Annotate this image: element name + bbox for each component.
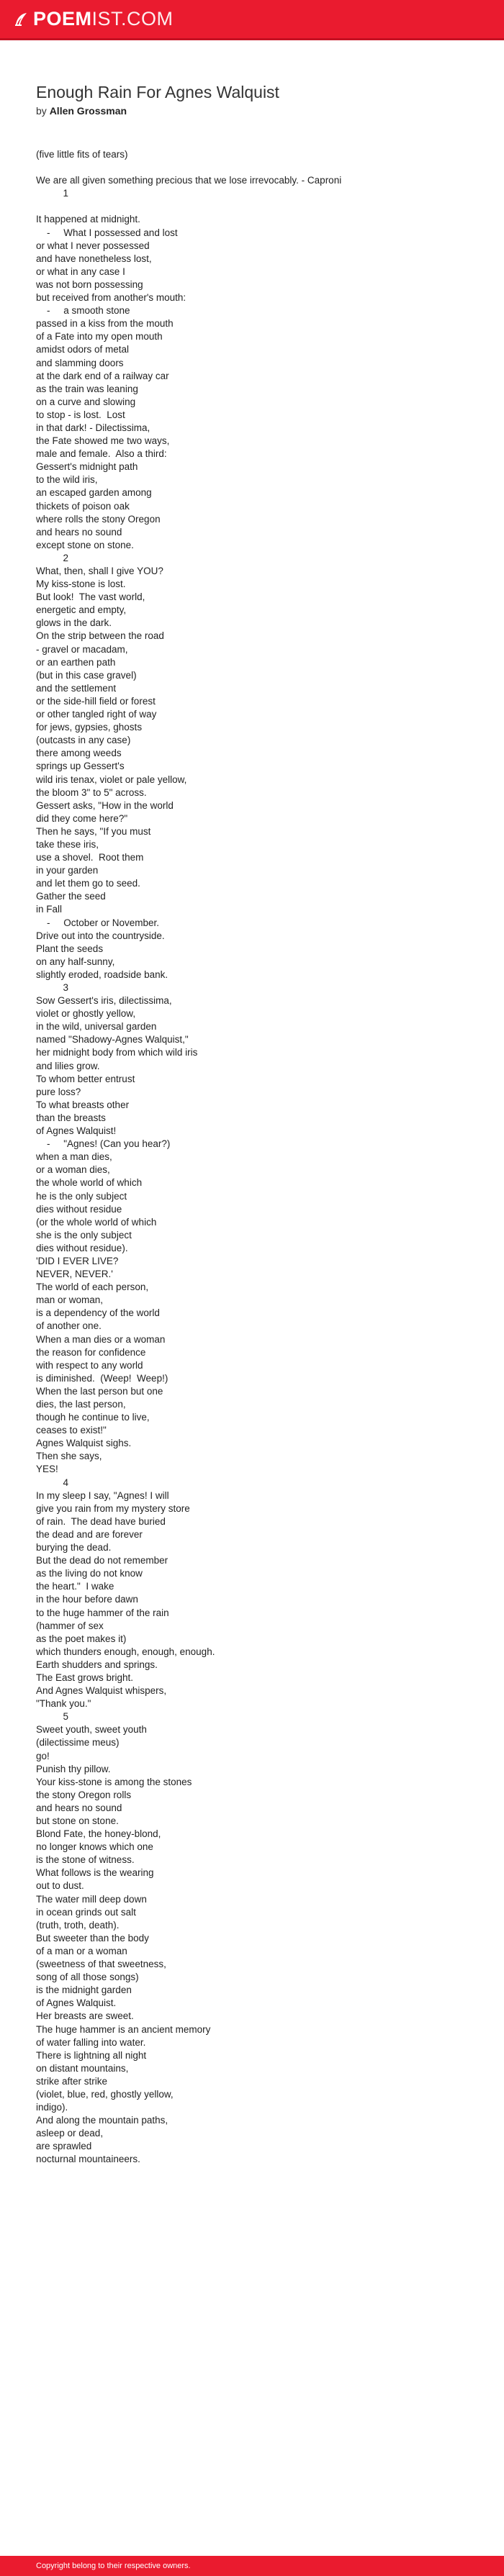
byline-prefix: by [36,105,47,117]
poem-line: 4 [36,1477,69,1488]
poem-line: But look! The vast world, [36,591,145,603]
poem-line [36,161,468,174]
poem-line: On the strip between the road [36,630,164,642]
poem-line: We are all given something precious that we lose irrevocably. - Caproni [36,175,342,186]
poem-line: Then she says, [36,1451,102,1462]
logo-bold-part: POEM [33,8,92,30]
poem-line: out to dust. [36,1880,84,1892]
poem-line: than the breasts [36,1112,106,1123]
poem-line: except stone on stone. [36,539,134,550]
poem-line: is the midnight garden [36,1985,132,1996]
poem-line: the whole world of which [36,1177,143,1189]
poem-line: dies without residue [36,1203,122,1215]
poem-line: the bloom 3" to 5" across. [36,786,147,798]
poem-line: But sweeter than the body [36,1932,149,1944]
poem-line: Gessert asks, "How in the world [36,799,174,811]
poem-line: and hears no sound [36,1802,122,1813]
poem-line: And along the mountain paths, [36,2115,168,2126]
poem-line: 5 [36,1711,69,1723]
poem-line: Gessert's midnight path [36,461,138,473]
poem-line: But the dead do not remember [36,1555,168,1566]
poem-line: burying the dead. [36,1542,112,1554]
poem-line: strike after strike [36,2075,108,2087]
poem-line: though he continue to live, [36,1412,150,1423]
poem-line: What follows is the wearing [36,1867,154,1879]
poem-line: is diminished. (Weep! Weep!) [36,1372,168,1384]
poem-line: song of all those songs) [36,1972,139,1983]
poem-line: The huge hammer is an ancient memory [36,2023,211,2035]
site-header [0,0,504,40]
poem-line: but stone on stone. [36,1815,119,1826]
poem-line: To whom better entrust [36,1073,135,1084]
poem-line: go! [36,1750,50,1761]
poem-line: or what I never possessed [36,240,150,251]
poem-line: To what breasts other [36,1099,130,1110]
poem-line: - "Agnes! (Can you hear?) [36,1138,171,1150]
logo-light-part: IST.COM [91,8,174,30]
poem-line: is the stone of witness. [36,1854,135,1866]
poem-line: (hammer of sex [36,1620,104,1631]
poem-line: in Fall [36,904,63,915]
poem-line: dies without residue). [36,1242,128,1253]
poem-title: Enough Rain For Agnes Walquist [36,83,279,101]
poem-line: on a curve and slowing [36,396,136,407]
poem-line: - a smooth stone [36,305,130,317]
poem-line: Sweet youth, sweet youth [36,1724,147,1736]
poem-line: (five little fits of tears) [36,149,128,160]
poem-line: Gather the seed [36,891,106,902]
poem-line: for jews, gypsies, ghosts [36,722,143,733]
poem-line: indigo). [36,2102,68,2113]
poem-line: she is the only subject [36,1229,132,1241]
poem-line: in that dark! - Dilectissima, [36,422,150,433]
poem-line: NEVER, NEVER.' [36,1269,113,1280]
poem-line: amidst odors of metal [36,344,130,355]
poem-line: or other tangled right of way [36,709,157,720]
poem-line: (but in this case gravel) [36,669,137,681]
poem-line: or an earthen path [36,656,116,668]
poem-line: or a woman dies, [36,1164,110,1176]
poem-line: of another one. [36,1320,102,1332]
poem-line: and let them go to seed. [36,878,140,889]
poem-line: Drive out into the countryside. [36,930,165,941]
poem-line: the stony Oregon rolls [36,1789,132,1800]
poem-line: the dead and are forever [36,1528,143,1540]
poem-line: when a man dies, [36,1151,112,1163]
poem-line: on any half-sunny, [36,956,115,967]
poem-line: energetic and empty, [36,604,127,616]
poem-line: named "Shadowy-Agnes Walquist," [36,1034,189,1046]
poem-line: nocturnal mountaineers. [36,2154,140,2165]
poem-line: and lilies grow. [36,1060,100,1071]
site-logo-link[interactable] [13,9,174,29]
poem-line: but received from another's mouth: [36,292,186,304]
poem-line: Then he says, "If you must [36,825,151,837]
poem-line: When the last person but one [36,1385,163,1397]
poem-line: and slamming doors [36,357,124,368]
poem-line: where rolls the stony Oregon [36,513,161,525]
site-footer [0,2556,504,2576]
poem-line: My kiss-stone is lost. [36,579,126,590]
poem-line [36,200,468,213]
poem-line: and the settlement [36,682,117,694]
poem-line: of a Fate into my open mouth [36,331,163,343]
poem-line: wild iris tenax, violet or pale yellow, [36,774,187,785]
poem-line: YES! [36,1464,58,1475]
poem-line: to stop - is lost. Lost [36,409,125,420]
poem-line: In my sleep I say, "Agnes! I will [36,1489,169,1501]
poem-line: pure loss? [36,1086,81,1097]
poem-line: The world of each person, [36,1282,149,1293]
poem-line: passed in a kiss from the mouth [36,318,174,330]
poem-line: Plant the seeds [36,943,104,954]
poem-line: 3 [36,982,69,993]
poem-line: ceases to exist!" [36,1425,107,1436]
poem-line: an escaped garden among [36,487,152,499]
site-logo-text [33,9,174,29]
poem-line: at the dark end of a railway car [36,370,169,381]
poem-line: which thunders enough, enough, enough. [36,1646,215,1657]
poem-line: man or woman, [36,1294,104,1306]
poem-line: or the side-hill field or forest [36,695,156,707]
poem-line: (truth, troth, death). [36,1919,120,1931]
poem-line: is a dependency of the world [36,1307,160,1319]
poem-line: of Agnes Walquist! [36,1125,117,1137]
poem-line: asleep or dead, [36,2128,104,2139]
poem-line: take these iris, [36,838,99,850]
poem-line: as the train was leaning [36,383,138,394]
poem-line: slightly eroded, roadside bank. [36,969,168,980]
poem-line: did they come here?" [36,812,128,824]
poem-line: the reason for confidence [36,1346,146,1358]
poem-line: no longer knows which one [36,1841,153,1853]
poem-line: Sow Gessert's iris, dilectissima, [36,995,172,1007]
poem-line: It happened at midnight. [36,214,140,225]
poem-line: and hears no sound [36,526,122,538]
poem-line: he is the only subject [36,1190,127,1202]
poem-line: springs up Gessert's [36,761,125,772]
poem-container [36,82,468,2167]
poem-line: (dilectissime meus) [36,1737,120,1749]
poem-line: in ocean grinds out salt [36,1906,136,1918]
poem-line: (sweetness of that sweetness, [36,1959,166,1970]
poem-line: There is lightning all night [36,2049,147,2061]
poem-line: to the huge hammer of the rain [36,1607,169,1618]
poem-line: was not born possessing [36,278,143,290]
poem-line: as the poet makes it) [36,1633,127,1644]
poem-line: "Thank you." [36,1698,91,1710]
poem-line: Blond Fate, the honey-blond, [36,1828,161,1840]
poem-line: or what in any case I [36,266,125,277]
poem-line: in the wild, universal garden [36,1021,157,1033]
poem-line: of Agnes Walquist. [36,1997,117,2009]
poem-line: (violet, blue, red, ghostly yellow, [36,2088,174,2100]
poem-line: When a man dies or a woman [36,1333,166,1345]
poem-line: The water mill deep down [36,1893,147,1905]
poem-line: in the hour before dawn [36,1594,138,1605]
poem-line: Earth shudders and springs. [36,1659,158,1670]
poem-line: of a man or a woman [36,1945,127,1956]
poem-line: Agnes Walquist sighs. [36,1438,132,1449]
poem-line: her midnight body from which wild iris [36,1047,198,1058]
poem-line: - What I possessed and lost [36,227,178,238]
poem-line: use a shovel. Root them [36,852,144,863]
poem-line: 'DID I EVER LIVE? [36,1255,119,1266]
poem-line: (or the whole world of which [36,1216,157,1228]
poem-line: there among weeds [36,748,122,759]
poem-line: What, then, shall I give YOU? [36,566,163,576]
byline [36,104,468,118]
poem-line: in your garden [36,865,99,876]
poem-line: are sprawled [36,2141,92,2152]
poem-line: glows in the dark. [36,617,112,629]
poem-body [36,148,468,2167]
poem-line: male and female. Also a third: [36,448,167,460]
poem-line: 2 [36,552,69,563]
poem-line: - gravel or macadam, [36,643,128,655]
poem-line: of rain. The dead have buried [36,1515,166,1527]
poem-line: violet or ghostly yellow, [36,1008,136,1020]
poem-line: Your kiss-stone is among the stones [36,1776,192,1787]
poem-line: Punish thy pillow. [36,1763,111,1774]
poem-line: thickets of poison oak [36,500,130,512]
poem-line: with respect to any world [36,1359,143,1371]
poem-line: dies, the last person, [36,1399,126,1410]
poem-line: on distant mountains, [36,2062,129,2074]
quill-icon [13,12,29,27]
poem-line: the heart." I wake [36,1581,114,1592]
poem-line: and have nonetheless lost, [36,253,152,264]
author-link[interactable]: Allen Grossman [49,105,127,117]
poem-line: (outcasts in any case) [36,735,131,746]
copyright-text: Copyright belong to their respective owners. [36,2562,191,2570]
poem-line: Her breasts are sweet. [36,2010,134,2022]
poem-line: the Fate showed me two ways, [36,435,170,447]
poem-line: - October or November. [36,917,160,928]
poem-line: to the wild iris, [36,474,98,486]
poem-line: The East grows bright. [36,1672,134,1683]
poem-line: as the living do not know [36,1568,143,1579]
poem-line: give you rain from my mystery store [36,1502,190,1514]
poem-line: of water falling into water. [36,2036,146,2048]
poem-line: And Agnes Walquist whispers, [36,1685,167,1697]
poem-line: 1 [36,188,69,199]
